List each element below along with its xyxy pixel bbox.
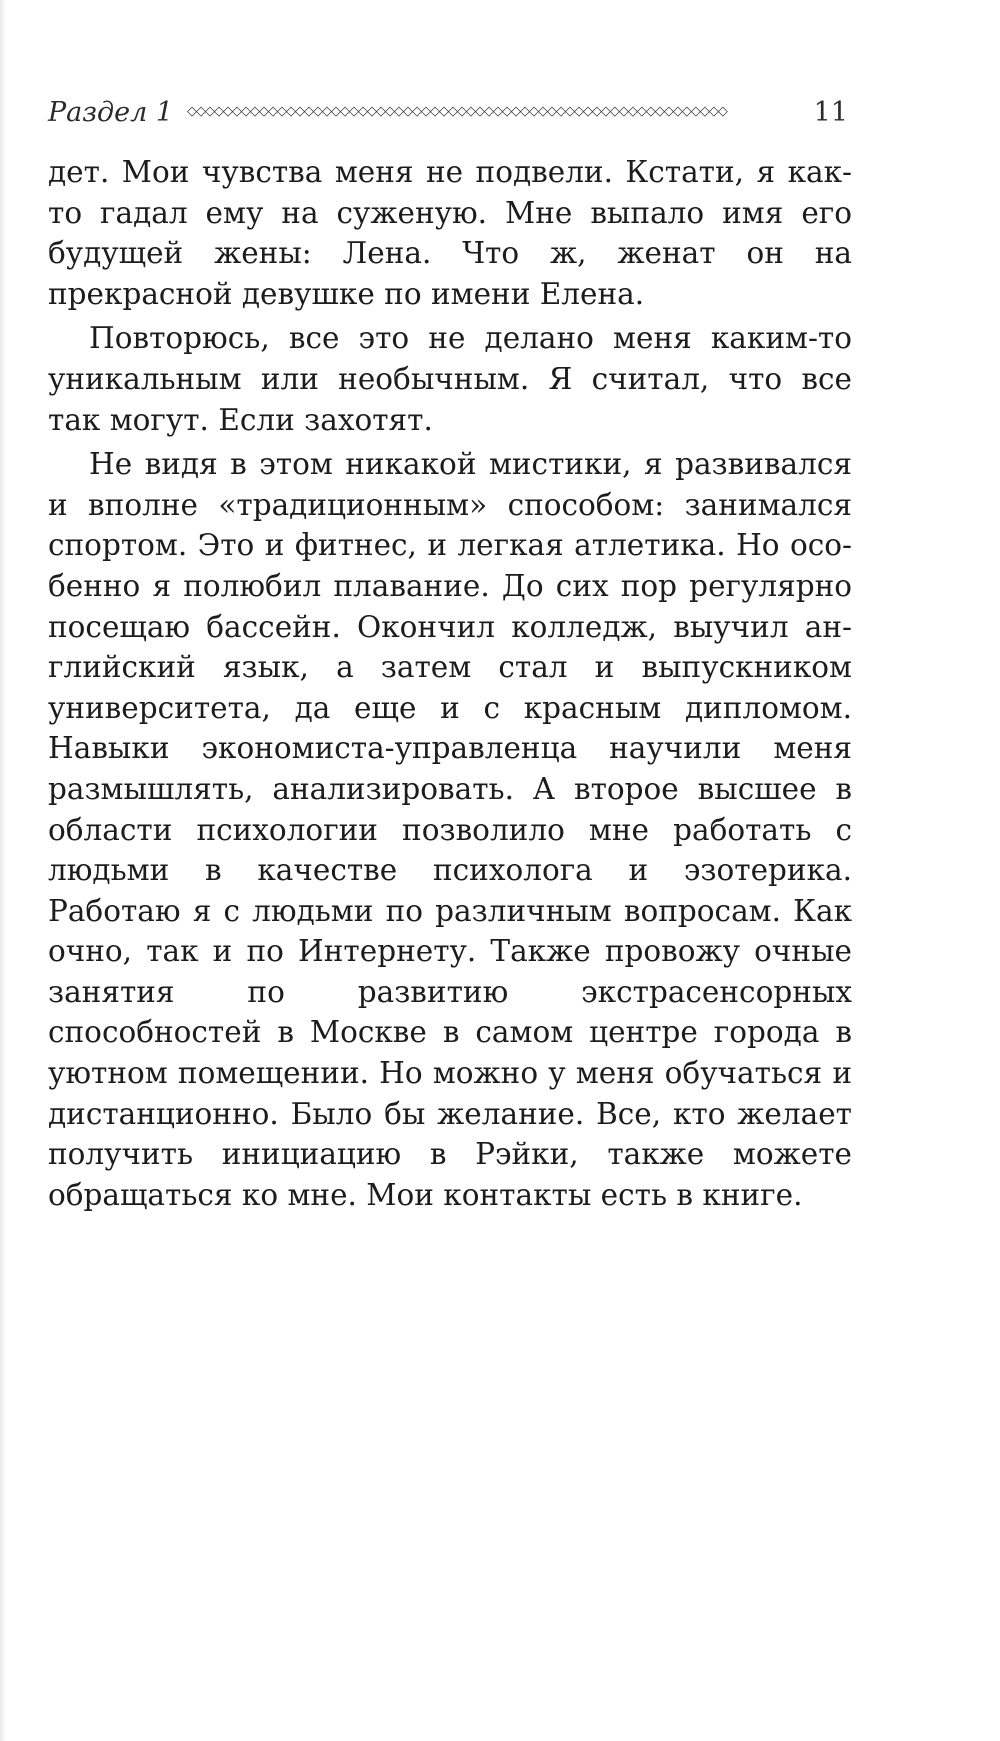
paragraph: Повторюсь, все это не делано меня каким-то уникальным или необычным. Я считал, что все так могут. Если захотят. — [48, 321, 852, 437]
page-number: 11 — [813, 96, 848, 128]
page-edge-shadow — [0, 0, 6, 1741]
section-label: Раздел 1 — [48, 96, 174, 128]
paragraph: Не видя в этом никакой мистики, я развивался и вполне «традиционным» способом: занимался спортом. Это и фитнес, и легкая атлетика. Но особенно я полюбил плавание. До сих пор регулярно посещаю бассейн. Окончил колледж, выучил английский язык, а затем стал и выпускником университета, да еще и с красным дипломом. Навыки экономиста-управленца научили меня размышлять, анализировать. А второе высшее в области психологии позволило мне работать с людьми в качестве психолога и эзотерика. Работаю я с людьми по различным вопросам. Как очно, так и по Интернету. Также провожу очные занятия по развитию экстрасенсорных способностей в Москве в самом центре города в уютном помещении. Но можно у меня обучаться и дистанционно. Было бы желание. Все, кто желает получить инициацию в Рэйки, также можете обращаться ко мне. Мои контакты есть в книге. — [48, 447, 852, 1212]
running-header — [48, 92, 848, 132]
paragraph-continuation: дет. Мои чувства меня не подвели. Кстати, я как-то гадал ему на суженую. Мне выпало имя его будущей жены: Лена. Что ж, женат он на прекрасной девушке по имени Елена. — [48, 155, 852, 311]
body-text — [48, 152, 852, 1219]
header-ornament-line: ◇◇◇◇◇◇◇◇◇◇◇◇◇◇◇◇◇◇◇◇◇◇◇◇◇◇◇◇◇◇◇◇◇◇◇◇◇◇◇◇◇◇◇◇◇◇◇◇◇◇◇◇◇◇◇◇◇◇◇◇ — [187, 105, 727, 119]
